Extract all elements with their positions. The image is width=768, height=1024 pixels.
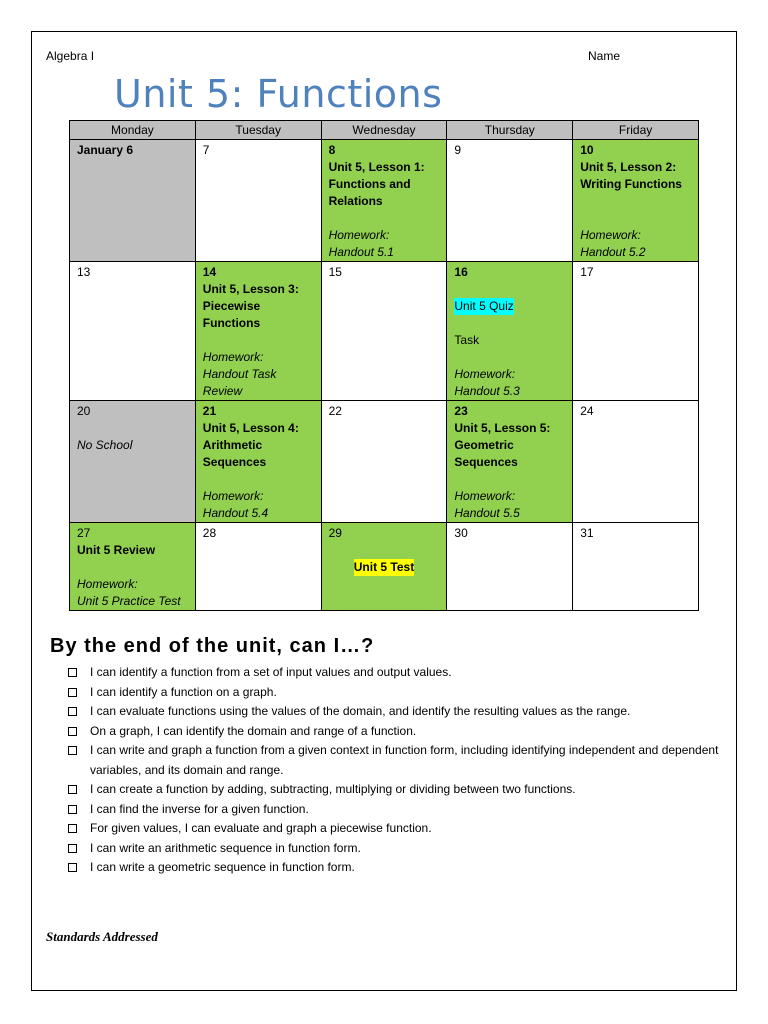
day-date: 16 — [454, 265, 468, 279]
calendar-week-row — [70, 401, 699, 523]
calendar-day-cell — [321, 401, 447, 523]
checklist-item — [66, 702, 726, 722]
calendar-week-row — [70, 523, 699, 611]
lesson-title: Unit 5, Lesson 3: Piecewise Functions — [202, 282, 299, 330]
day-date: 29 — [328, 526, 342, 540]
checkbox[interactable] — [68, 668, 77, 677]
checklist-item — [66, 819, 726, 839]
checklist-item — [66, 683, 726, 703]
calendar-header-row — [70, 121, 699, 140]
day-date: 14 — [202, 265, 217, 279]
calendar-day-cell — [195, 262, 321, 401]
checklist-item-text: I can write an arithmetic sequence in function form. — [90, 840, 361, 855]
checkbox[interactable] — [68, 863, 77, 872]
checklist-item — [66, 722, 726, 742]
calendar-day-cell — [195, 140, 321, 262]
checkbox[interactable] — [68, 824, 77, 833]
checklist-item-text: I can write and graph a function from a given context in function form, including identifying independent and dependent variables, and its domain and range. — [90, 743, 719, 777]
calendar-day-cell — [321, 140, 447, 262]
page-bottom-rule — [31, 990, 737, 991]
calendar-day-cell — [447, 262, 573, 401]
calendar-day-cell — [447, 523, 573, 611]
checkbox[interactable] — [68, 688, 77, 697]
day-date: 24 — [580, 404, 594, 418]
homework-text: Handout 5.3 — [454, 384, 520, 398]
calendar-day-cell — [70, 262, 196, 401]
homework-label: Homework: — [77, 577, 138, 591]
checklist-item-text: For given values, I can evaluate and graph a piecewise function. — [90, 821, 432, 835]
homework-text: Handout Task Review — [202, 367, 277, 398]
checklist-item — [66, 780, 726, 800]
day-date: 9 — [454, 143, 462, 157]
checkbox[interactable] — [68, 727, 77, 736]
unit-calendar — [69, 120, 699, 611]
homework-label: Homework: — [328, 228, 390, 242]
day-header: Friday — [573, 121, 699, 140]
checkbox[interactable] — [68, 844, 77, 853]
objectives-heading: By the end of the unit, can I…? — [50, 635, 375, 657]
day-date: 10 — [580, 143, 594, 157]
day-header: Thursday — [447, 121, 573, 140]
day-date: 7 — [202, 143, 210, 157]
homework-text: Unit 5 Practice Test — [77, 594, 181, 608]
day-date: 22 — [328, 404, 342, 418]
calendar-day-cell — [573, 140, 699, 262]
day-date: 17 — [580, 265, 594, 279]
calendar-day-cell — [573, 262, 699, 401]
day-date: 21 — [202, 404, 217, 418]
checklist-item — [66, 741, 726, 780]
calendar-day-cell — [70, 140, 196, 262]
calendar-day-cell — [195, 523, 321, 611]
calendar-day-cell — [321, 523, 447, 611]
checklist-item-text: I can evaluate functions using the values of the domain, and identify the resulting values as the range. — [90, 704, 631, 718]
test-event: Unit 5 Test — [353, 560, 415, 574]
objectives-checklist — [66, 663, 726, 878]
checklist-item-text: I can write a geometric sequence in function form. — [90, 860, 355, 874]
calendar-day-cell — [447, 401, 573, 523]
checklist-item — [66, 663, 726, 683]
day-date: 28 — [202, 526, 217, 540]
day-date: 15 — [328, 265, 342, 279]
checkbox[interactable] — [68, 746, 77, 755]
day-date: 23 — [454, 404, 468, 418]
homework-label: Homework: — [202, 489, 264, 503]
calendar-week-row — [70, 140, 699, 262]
homework-text: Handout 5.1 — [328, 245, 394, 259]
calendar-day-cell — [573, 401, 699, 523]
event-note: Task — [454, 333, 480, 347]
day-date: 20 — [77, 404, 91, 418]
lesson-title: Unit 5, Lesson 2: Writing Functions — [580, 160, 682, 191]
checklist-item-text: I can find the inverse for a given function. — [90, 801, 309, 816]
calendar-week-row — [70, 262, 699, 401]
checkbox[interactable] — [68, 785, 77, 794]
day-date: 27 — [77, 526, 91, 540]
homework-text: Handout 5.4 — [202, 506, 269, 520]
day-header: Wednesday — [321, 121, 447, 140]
homework-label: Homework: — [454, 489, 516, 503]
name-label: Name — [588, 49, 621, 63]
lesson-title: Unit 5, Lesson 1: Functions and Relations — [328, 160, 425, 208]
calendar-day-cell — [70, 523, 196, 611]
homework-text: Handout 5.5 — [454, 506, 520, 520]
page-title: Unit 5: Functions — [114, 72, 443, 116]
calendar-day-cell — [70, 401, 196, 523]
homework-label: Homework: — [580, 228, 641, 242]
day-date: January 6 — [77, 143, 134, 157]
lesson-title: Unit 5, Lesson 5: Geometric Sequences — [454, 421, 551, 469]
course-label: Algebra I — [46, 49, 95, 63]
no-school-note: No School — [77, 438, 133, 452]
quiz-event: Unit 5 Quiz — [454, 299, 514, 313]
checkbox[interactable] — [68, 707, 77, 716]
day-header: Tuesday — [195, 121, 321, 140]
homework-label: Homework: — [202, 350, 264, 364]
calendar-day-cell — [321, 262, 447, 401]
lesson-title: Unit 5, Lesson 4: Arithmetic Sequences — [202, 421, 299, 469]
calendar-day-cell — [195, 401, 321, 523]
day-date: 31 — [580, 526, 594, 540]
checklist-item-text: I can create a function by adding, subtracting, multiplying or dividing between two functions. — [90, 782, 576, 796]
checklist-item — [66, 839, 726, 859]
checklist-item — [66, 800, 726, 820]
calendar-day-cell — [573, 523, 699, 611]
checklist-item — [66, 858, 726, 878]
calendar-day-cell — [447, 140, 573, 262]
lesson-title: Unit 5 Review — [77, 543, 156, 557]
homework-label: Homework: — [454, 367, 516, 381]
homework-text: Handout 5.2 — [580, 245, 646, 259]
day-date: 8 — [328, 143, 336, 157]
day-date: 30 — [454, 526, 468, 540]
day-date: 13 — [77, 265, 91, 279]
checklist-item-text: I can identify a function from a set of input values and output values. — [90, 665, 452, 679]
checkbox[interactable] — [68, 805, 77, 814]
checklist-item-text: I can identify a function on a graph. — [90, 684, 277, 699]
standards-label: Standards Addressed — [46, 929, 158, 944]
day-header: Monday — [70, 121, 196, 140]
checklist-item-text: On a graph, I can identify the domain and range of a function. — [90, 723, 417, 738]
